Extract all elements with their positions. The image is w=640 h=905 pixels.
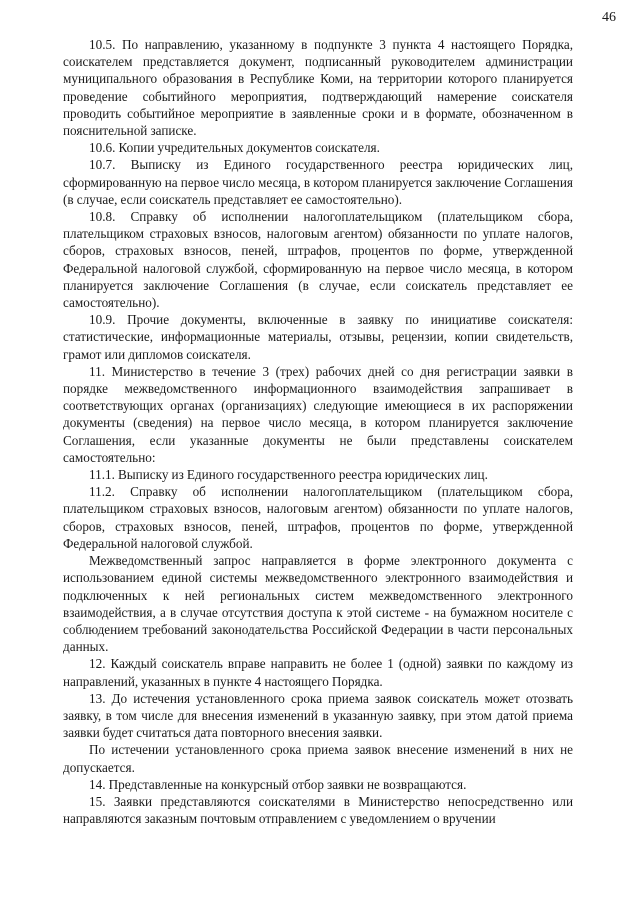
paragraph-11-1: 11.1. Выписку из Единого государственного реестра юридических лиц. xyxy=(89,467,488,483)
paragraph-11: 11. Министерство в течение 3 (трех) рабочих дней со дня регистрации заявки в порядке межведомственного информационного взаимодействия запрашивает в соответствующих органах (организациях) следующие имеющиеся в их распоряжении документы (сведения) на первое число месяца, в котором планируется заключение Соглашения, если указанные документы не были представлены соискателем самостоятельно: xyxy=(63,363,573,465)
paragraph-10-6: 10.6. Копии учредительных документов соискателя. xyxy=(89,140,380,156)
paragraph-10-8: 10.8. Справку об исполнении налогоплательщиком (плательщиком сбора, плательщиком страховых взносов, налоговым агентом) обязанности по уплате налогов, сборов, страховых взносов, пеней, штрафов, процентов по форме, утвержденной Федеральной налоговой службой, сформированную на первое число месяца, в котором планируется заключение Соглашения (в случае, если соискатель представляет ее самостоятельно). xyxy=(63,209,573,311)
paragraph-11-2: 11.2. Справку об исполнении налогоплательщиком (плательщиком сбора, плательщиком страховых взносов, налоговым агентом) обязанности по уплате налогов, сборов, страховых взносов, пеней, штрафов, процентов по форме, утвержденной Федеральной налоговой службой. xyxy=(63,484,573,551)
paragraph-13-changes: По истечении установленного срока приема заявок внесение изменений в них не допускается. xyxy=(63,742,573,775)
paragraph-interagency-request: Межведомственный запрос направляется в форме электронного документа с использованием единой системы межведомственного электронного взаимодействия и подключенных к ней региональных систем межведомственного электронного взаимодействия, а в случае отсутствия доступа к этой системе - на бумажном носителе с соблюдением требований законодательства Российской Федерации в части персональных данных. xyxy=(63,553,573,655)
page-number: 46 xyxy=(602,10,616,25)
paragraph-10-7: 10.7. Выписку из Единого государственного реестра юридических лиц, сформированную на первое число месяца, в котором планируется заключение Соглашения (в случае, если соискатель представляет ее самостоятельно). xyxy=(63,157,573,207)
document-body xyxy=(63,36,573,827)
paragraph-13: 13. До истечения установленного срока приема заявок соискатель может отозвать заявку, в том числе для внесения изменений в указанную заявку, при этом датой приема заявки будет считаться дата повторного внесения заявки. xyxy=(63,690,573,741)
paragraph-10-9: 10.9. Прочие документы, включенные в заявку по инициативе соискателя: статистические, информационные материалы, отзывы, рецензии, копии свидетельств, грамот или дипломов соискателя. xyxy=(63,312,573,362)
paragraph-15: 15. Заявки представляются соискателями в Министерство непосредственно или направляются заказным почтовым отправлением с уведомлением о вручении xyxy=(63,793,573,827)
paragraph-12: 12. Каждый соискатель вправе направить не более 1 (одной) заявки по каждому из направлений, указанных в пункте 4 настоящего Порядка. xyxy=(63,656,573,689)
paragraph-14: 14. Представленные на конкурсный отбор заявки не возвращаются. xyxy=(89,776,467,792)
paragraph-10-5: 10.5. По направлению, указанному в подпункте 3 пункта 4 настоящего Порядка, соискателем представляется документ, подписанный руководителем администрации муниципального образования в Республике Коми, на территории которого планируется проведение событийного мероприятия, подтверждающий намерение соискателя проводить событийное мероприятие в заявленные сроки и в формате, обозначенном в пояснительной записке. xyxy=(63,37,573,139)
